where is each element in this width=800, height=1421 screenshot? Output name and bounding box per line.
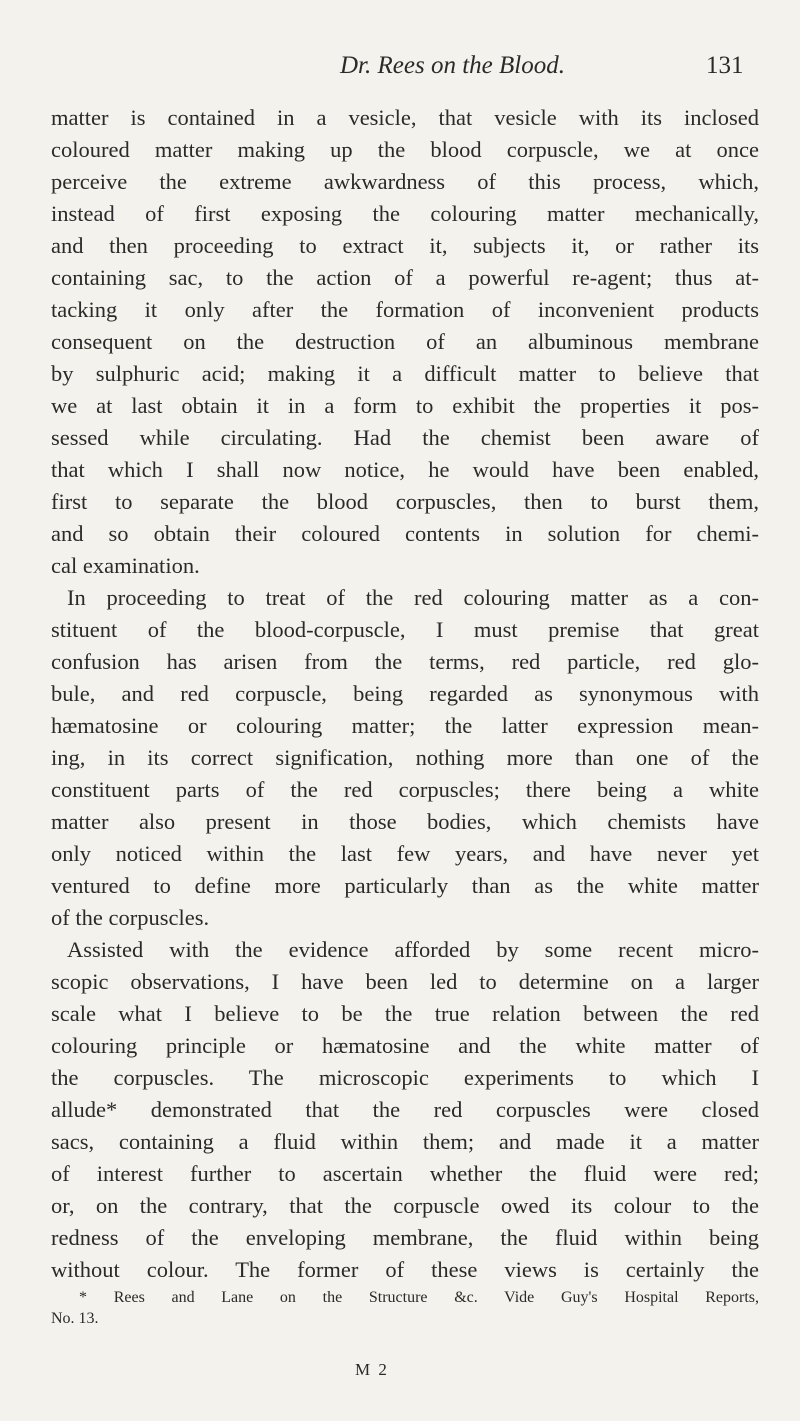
text-line: containing sac, to the action of a powerful re-agent; thus at- bbox=[51, 265, 759, 290]
text-line: sessed while circulating. Had the chemist been aware of bbox=[51, 425, 759, 450]
text-line: confusion has arisen from the terms, red particle, red glo- bbox=[51, 649, 759, 674]
text-line: by sulphuric acid; making it a difficult matter to believe that bbox=[51, 361, 759, 386]
text-line: scale what I believe to be the true relation between the red bbox=[51, 1001, 759, 1026]
text-line: ventured to define more particularly than as the white matter bbox=[51, 873, 759, 898]
text-line: redness of the enveloping membrane, the fluid within being bbox=[51, 1225, 759, 1250]
text-line: we at last obtain it in a form to exhibit the properties it pos- bbox=[51, 393, 759, 418]
page-number: 131 bbox=[706, 52, 744, 79]
text-line: bule, and red corpuscle, being regarded as synonymous with bbox=[51, 681, 759, 706]
text-line: consequent on the destruction of an albuminous membrane bbox=[51, 329, 759, 354]
footnote-line: No. 13. bbox=[51, 1310, 99, 1327]
text-line: stituent of the blood-corpuscle, I must premise that great bbox=[51, 617, 759, 642]
text-line: hæmatosine or colouring matter; the latter expression mean- bbox=[51, 713, 759, 738]
text-line: tacking it only after the formation of inconvenient products bbox=[51, 297, 759, 322]
footnote-line: * Rees and Lane on the Structure &c. Vide Guy's Hospital Reports, bbox=[79, 1289, 759, 1306]
text-line: only noticed within the last few years, and have never yet bbox=[51, 841, 759, 866]
text-line: without colour. The former of these views is certainly the bbox=[51, 1257, 759, 1282]
text-line: scopic observations, I have been led to determine on a larger bbox=[51, 969, 759, 994]
text-line: that which I shall now notice, he would have been enabled, bbox=[51, 457, 759, 482]
text-line: matter also present in those bodies, which chemists have bbox=[51, 809, 759, 834]
footnote bbox=[51, 1287, 759, 1329]
body-text bbox=[51, 102, 759, 1286]
text-line: of interest further to ascertain whether the fluid were red; bbox=[51, 1161, 759, 1186]
text-line: and so obtain their coloured contents in solution for chemi- bbox=[51, 521, 759, 546]
signature-mark: M 2 bbox=[355, 1360, 389, 1379]
text-line: cal examination. bbox=[51, 553, 200, 578]
text-line: In proceeding to treat of the red colouring matter as a con- bbox=[67, 585, 759, 610]
text-line: Assisted with the evidence afforded by some recent micro- bbox=[67, 937, 759, 962]
text-line: constituent parts of the red corpuscles; there being a white bbox=[51, 777, 759, 802]
text-line: instead of first exposing the colouring matter mechanically, bbox=[51, 201, 759, 226]
text-line: allude* demonstrated that the red corpuscles were closed bbox=[51, 1097, 759, 1122]
running-title: Dr. Rees on the Blood. bbox=[340, 52, 565, 79]
text-line: perceive the extreme awkwardness of this process, which, bbox=[51, 169, 759, 194]
text-line: and then proceeding to extract it, subjects it, or rather its bbox=[51, 233, 759, 258]
text-line: first to separate the blood corpuscles, then to burst them, bbox=[51, 489, 759, 514]
running-head bbox=[0, 52, 800, 92]
text-line: the corpuscles. The microscopic experiments to which I bbox=[51, 1065, 759, 1090]
text-line: of the corpuscles. bbox=[51, 905, 210, 930]
text-line: ing, in its correct signification, nothing more than one of the bbox=[51, 745, 759, 770]
text-line: coloured matter making up the blood corpuscle, we at once bbox=[51, 137, 759, 162]
text-line: or, on the contrary, that the corpuscle owed its colour to the bbox=[51, 1193, 759, 1218]
text-line: sacs, containing a fluid within them; and made it a matter bbox=[51, 1129, 759, 1154]
text-line: colouring principle or hæmatosine and the white matter of bbox=[51, 1033, 759, 1058]
text-line: matter is contained in a vesicle, that vesicle with its inclosed bbox=[51, 105, 759, 130]
